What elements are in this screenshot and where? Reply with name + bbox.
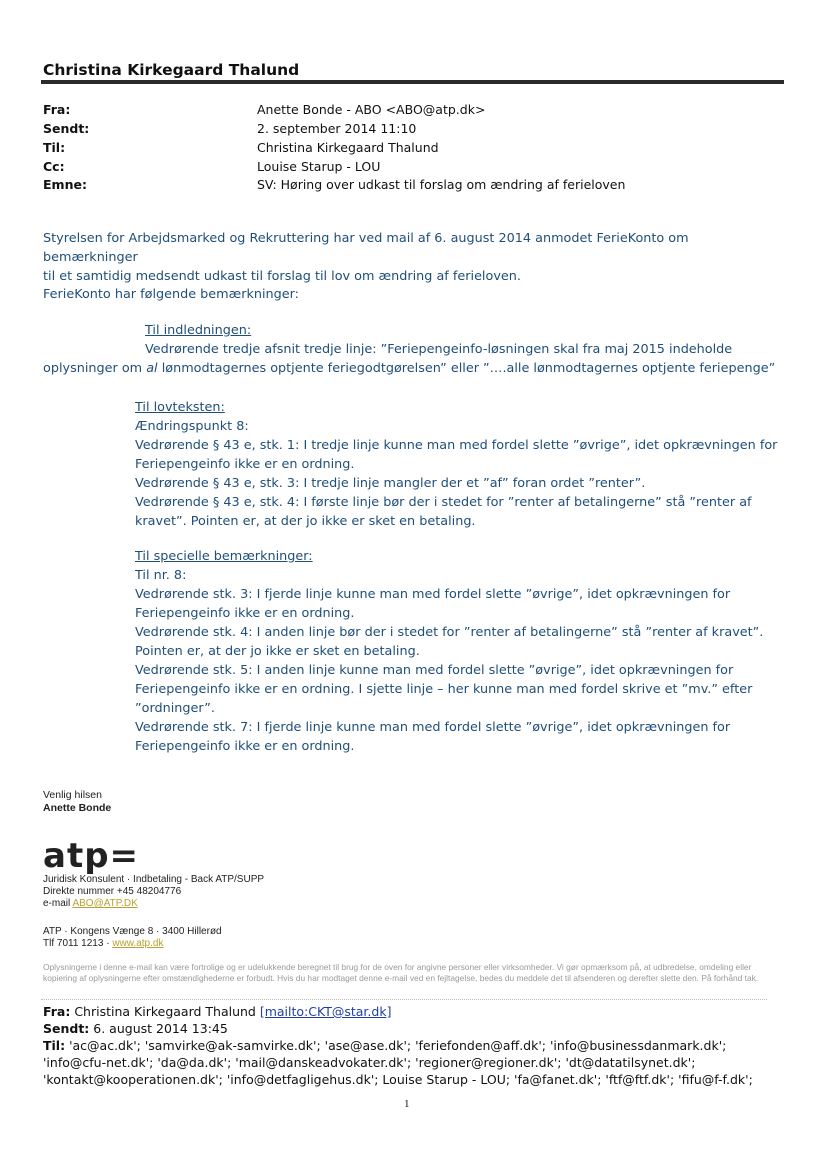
section-specielle-line: Vedrørende stk. 4: I anden linje bør der i stedet for ”renter af betalingerne” stå ”renter af kravet”. [135, 625, 764, 640]
intro-line-1: Styrelsen for Arbejdsmarked og Rekruttering har ved mail af 6. august 2014 anmodet FerieKonto om bemærkninger [43, 231, 689, 265]
forwarded-sent [43, 1020, 783, 1037]
page-number: 1 [404, 1098, 410, 1110]
forwarded-from [43, 1003, 783, 1020]
section-specielle-line: Vedrørende stk. 7: I fjerde linje kunne man med fordel slette ”øvrige”, idet opkrævningen for [135, 720, 731, 735]
intro-paragraph [43, 229, 783, 286]
signature-direct: Direkte nummer +45 48204776 [43, 886, 182, 897]
email-prefix: e-mail [43, 898, 73, 909]
section-lovteksten-line: Vedrørende § 43 e, stk. 3: I tredje linje mangler der et ”af” foran ordet ”renter”. [135, 476, 646, 491]
line-2-part-b: lønmodtagernes optjente feriegodtgørelsen” eller ”….alle lønmodtagernes optjente feriepenge” [157, 361, 776, 376]
title-divider [41, 80, 784, 84]
intro-line-2: til et samtidig medsendt udkast til forslag til lov om ændring af ferieloven. [43, 269, 521, 284]
signature-email-line [43, 898, 264, 910]
sent-value: 2. september 2014 11:10 [257, 121, 417, 136]
signature-role: Juridisk Konsulent · Indbetaling - Back ATP/SUPP [43, 874, 265, 885]
line-2-italic: al [146, 361, 158, 376]
forwarded-sent-value: 6. august 2014 13:45 [89, 1021, 228, 1036]
forward-divider [41, 999, 767, 1001]
section-specielle [135, 547, 785, 756]
section-specielle-line: Feriepengeinfo ikke er en ordning. [135, 739, 355, 754]
section-specielle-line: Pointen er, at der jo ikke er sket en betaling. [135, 644, 420, 659]
signature-address-block [43, 926, 222, 950]
forwarded-to-label: Til: [43, 1038, 66, 1053]
to-value: Christina Kirkegaard Thalund [257, 140, 439, 155]
website-link[interactable]: www.atp.dk [112, 938, 164, 949]
section-specielle-line: Feriepengeinfo ikke er en ordning. I sjette linje – her kunne man med fordel skrive et ”mv.” efter [135, 682, 753, 697]
section-indledning-line-1: Vedrørende tredje afsnit tredje linje: ”Feriepengeinfo-løsningen skal fra maj 2015 indeholde [145, 342, 733, 357]
from-label: Fra: [43, 102, 71, 117]
section-specielle-line: ”ordninger”. [135, 701, 215, 716]
section-lovteksten-line: Feriepengeinfo ikke er en ordning. [135, 457, 355, 472]
atp-logo: atp= [43, 836, 140, 876]
forwarded-header [43, 1003, 783, 1088]
section-specielle-line: Feriepengeinfo ikke er en ordning. [135, 606, 355, 621]
sent-label: Sendt: [43, 121, 90, 136]
signature-contact [43, 874, 264, 910]
signature-phone-line [43, 938, 222, 950]
phone-prefix: Tlf 7011 1213 · [43, 938, 113, 949]
section-specielle-heading: Til specielle bemærkninger: [135, 549, 313, 564]
section-lovteksten-line: Vedrørende § 43 e, stk. 1: I tredje linje kunne man med fordel slette ”øvrige”, idet opkrævningen for [135, 438, 778, 453]
subject-label: Emne: [43, 177, 87, 192]
from-value: Anette Bonde - ABO <ABO@atp.dk> [257, 102, 486, 117]
forwarded-to-line-3: 'kontakt@kooperationen.dk'; 'info@detfagligehus.dk'; Louise Starup - LOU; 'fa@fanet.dk'; 'ftf@ftf.dk'; 'fifu@f-f.dk'; [43, 1072, 753, 1087]
cc-value: Louise Starup - LOU [257, 159, 381, 174]
line-2-part-a: oplysninger om [43, 361, 147, 376]
to-label: Til: [43, 140, 66, 155]
forwarded-from-label: Fra: [43, 1004, 71, 1019]
section-specielle-line: Vedrørende stk. 3: I fjerde linje kunne man med fordel slette ”øvrige”, idet opkrævningen for [135, 587, 731, 602]
section-lovteksten-line: Ændringspunkt 8: [135, 419, 249, 434]
section-indledning-heading: Til indledningen: [145, 323, 252, 338]
document-title: Christina Kirkegaard Thalund [43, 61, 300, 79]
section-specielle-line: Til nr. 8: [135, 568, 187, 583]
signature-greeting: Venlig hilsen [43, 789, 102, 801]
section-lovteksten-heading: Til lovteksten: [135, 400, 225, 415]
forwarded-to-line-1: 'ac@ac.dk'; 'samvirke@ak-samvirke.dk'; 'ase@ase.dk'; 'feriefonden@aff.dk'; 'info@businessdanmark.dk'; [65, 1038, 727, 1053]
section-indledning-line-2 [43, 361, 775, 376]
section-lovteksten [135, 398, 785, 531]
cc-label: Cc: [43, 159, 65, 174]
email-link[interactable]: ABO@ATP.DK [72, 898, 138, 909]
forwarded-mailto-link[interactable]: [mailto:CKT@star.dk] [259, 1004, 392, 1019]
subject-value: SV: Høring over udkast til forslag om ændring af ferieloven [257, 177, 626, 192]
signature-address: ATP · Kongens Vænge 8 · 3400 Hillerød [43, 926, 222, 937]
signature-name: Anette Bonde [43, 802, 112, 814]
forwarded-sent-label: Sendt: [43, 1021, 90, 1036]
intro-line-3: FerieKonto har følgende bemærkninger: [43, 287, 299, 302]
section-lovteksten-line: kravet”. Pointen er, at der jo ikke er sket en betaling. [135, 514, 476, 529]
forwarded-to-line-2: 'info@cfu-net.dk'; 'da@da.dk'; 'mail@danskeadvokater.dk'; 'regioner@regioner.dk'; 'dt@datatilsynet.dk'; [43, 1055, 696, 1070]
forwarded-to [43, 1037, 783, 1054]
forwarded-from-value: Christina Kirkegaard Thalund [70, 1004, 260, 1019]
section-specielle-line: Vedrørende stk. 5: I anden linje kunne man med fordel slette ”øvrige”, idet opkrævningen for [135, 663, 734, 678]
disclaimer: Oplysningerne i denne e-mail kan være fortrolige og er udelukkende beregnet til brug for de oven for angivne personer eller virksomheder. Vi gør opmærksom på, at udbredelse, omdeling eller kopiering af oplysningerne efter omstændighederne er forbudt. Hvis du har modtaget denne e-mail ved en fejltagelse, bedes du meddele det til afsenderen og derefter slette den. På forhånd tak. [43, 962, 759, 983]
section-lovteksten-line: Vedrørende § 43 e, stk. 4: I første linje bør der i stedet for ”renter af betalingerne” stå ”renter af [135, 495, 752, 510]
